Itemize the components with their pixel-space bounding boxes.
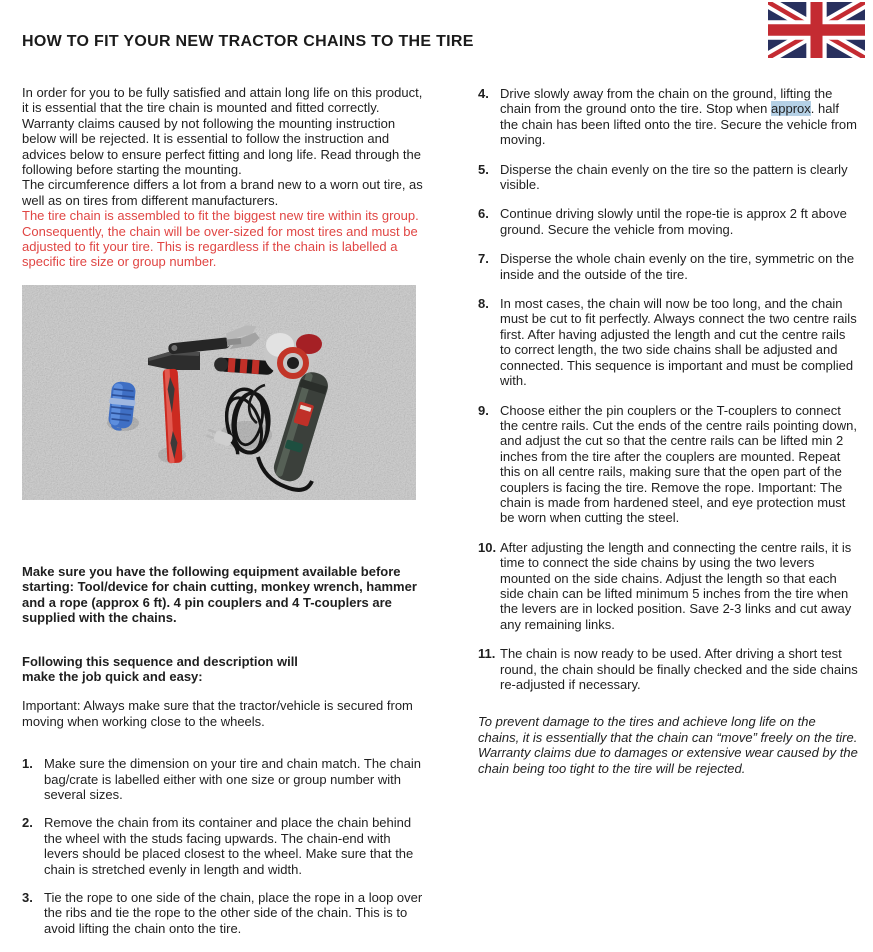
sequence-heading: [22, 654, 426, 685]
step-text: After adjusting the length and connecting the centre rails, it is time to connect the side chains by using the two levers mounted on the side chains. Adjust the length so that each side chain can be lifted minimum 5 inches from the tire when the levers are in locked position. Save 2-3 links and cut away any remaining links.: [500, 539, 852, 632]
intro-paragraph-1: In order for you to be fully satisfied and attain long life on this product, it is essential that the tire chain is mounted and fitted correctly. Warranty claims caused by not following the mounting instruction below will be rejected. It is essential to follow the instruction and advices below to ensure perfect fitting and long life. Read through the following before starting the mounting.: [22, 85, 423, 178]
step-number: 10.: [478, 539, 497, 555]
step-number: 5.: [478, 161, 489, 177]
important-note: Important: Always make sure that the tractor/vehicle is secured from moving when working close to the wheels.: [22, 698, 413, 729]
step-text: The chain is now ready to be used. After driving a short test round, the chain should be finally checked and the side chains re-adjusted if necessary.: [500, 646, 858, 692]
tools-photo: [22, 285, 416, 500]
footer-warranty-note: To prevent damage to the tires and achieve long life on the chains, it is essentially that the chain can “move” freely on the tire. Warranty claims due to damages or extensive wear caused by the chain being too tight to the tire will be rejected.: [478, 714, 858, 776]
step-4-text-before: Drive slowly away from the chain on the ground, lifting the chain from the ground onto the tire. Stop when: [500, 86, 833, 117]
step-4: [478, 86, 858, 148]
step-text: Tie the rope to one side of the chain, place the rope in a loop over the ribs and tie the rope to the other side of the chain. This is to avoid lifting the chain onto the tire.: [44, 889, 423, 936]
step-number: 8.: [478, 296, 489, 312]
step-text: [500, 86, 858, 148]
step-8: [478, 296, 858, 388]
step-text: Remove the chain from its container and place the chain behind the wheel with the studs facing upwards. The chain-end with levers should be placed closest to the wheel. Make sure that the chain is stretched evenly in length and width.: [44, 815, 414, 877]
step-9: [478, 403, 858, 526]
step-6: [478, 206, 858, 237]
equipment-paragraph: Make sure you have the following equipment available before starting: Tool/device for chain cutting, monkey wrench, hammer and a rope (approx 6 ft). 4 pin couplers and 4 T-couplers are supplied with the chains.: [22, 563, 417, 626]
step-text: Make sure the dimension on your tire and chain match. The chain bag/crate is labelled either with one size or group number with several sizes.: [44, 756, 421, 802]
left-column: [22, 85, 426, 936]
step-number: 9.: [478, 402, 489, 418]
step-7: [478, 251, 858, 282]
step-number: 4.: [478, 86, 489, 101]
step-number: 7.: [478, 251, 489, 267]
intro-paragraph-2: The circumference differs a lot from a brand new to a worn out tire, as well as on tires from different manufacturers.: [22, 177, 423, 208]
step-number: 11.: [478, 646, 496, 662]
warning-paragraph: The tire chain is assembled to fit the biggest new tire within its group. Consequently, the chain will be over-sized for most tires and must be adjusted to fit your tire. This is regardless if the chain is labelled a specific tire size or group number.: [22, 208, 419, 270]
sequence-heading-line1: Following this sequence and description will: [22, 653, 298, 669]
step-text: Choose either the pin couplers or the T-couplers to connect the centre rails. Cut the ends of the centre rails pointing down, and adjust the cut so that the centre rails can be lifted min 2 inches from the tire after the couplers are mounted. Repeat this on all centre rails, making sure that the open part of the couplers is facing the tire. Remove the rope. Important: The chain is made from hardened steel, and eye protection must be worn when cutting the steel.: [500, 402, 857, 526]
highlighted-word: approx: [771, 101, 811, 117]
step-number: 6.: [478, 206, 489, 222]
step-11: [478, 646, 858, 692]
step-2: [22, 815, 426, 877]
step-1: [22, 756, 426, 802]
page-title: HOW TO FIT YOUR NEW TRACTOR CHAINS TO THE TIRE: [22, 33, 474, 50]
step-number: 3.: [22, 889, 33, 905]
step-text: In most cases, the chain will now be too long, and the chain must be cut to fit perfectly. Always connect the two centre rails first. After having adjusted the length and cut the centre rails to correct length, the two side chains shall be adjusted and connected. This sequence is important and must be complied with.: [500, 296, 857, 389]
step-text: Disperse the whole chain evenly on the tire, symmetric on the inside and the outside of the tire.: [500, 251, 855, 282]
step-number: 1.: [22, 756, 33, 772]
step-3: [22, 890, 426, 936]
sequence-heading-line2: make the job quick and easy:: [22, 668, 203, 684]
step-4-text-after: . half the chain has been lifted onto the tire. Secure the vehicle from moving.: [500, 101, 857, 148]
left-step-list: [22, 756, 426, 936]
step-text: Continue driving slowly until the rope-tie is approx 2 ft above ground. Secure the vehicle from moving.: [500, 206, 847, 237]
step-text: Disperse the chain evenly on the tire so the pattern is clearly visible.: [500, 161, 848, 193]
step-number: 2.: [22, 815, 33, 831]
uk-flag-icon: [768, 2, 865, 58]
right-column: [478, 86, 858, 776]
step-10: [478, 540, 858, 632]
step-5: [478, 162, 858, 193]
